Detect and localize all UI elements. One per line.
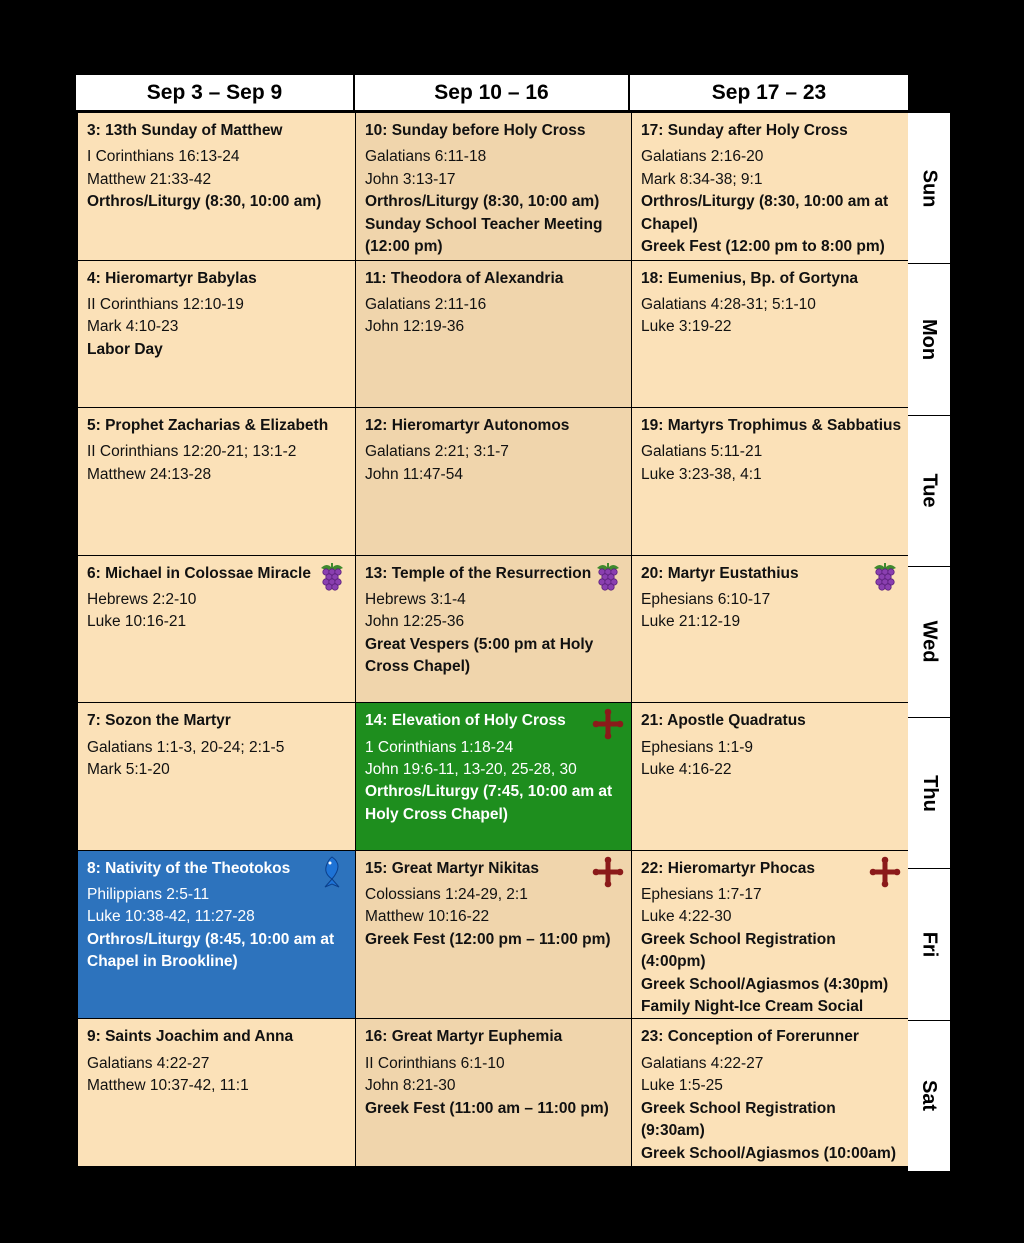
cell-reading: Luke 4:16-22 xyxy=(641,760,732,778)
calendar-cell-tue-week3 xyxy=(632,408,908,555)
cell-title: 3: 13th Sunday of Matthew xyxy=(87,122,283,139)
cell-event: Orthros/Liturgy (8:30, 10:00 am) xyxy=(365,193,600,211)
week-header-col1: Sep 3 – Sep 9 xyxy=(76,75,355,110)
day-label-thu xyxy=(908,718,950,868)
cell-title: 9: Saints Joachim and Anna xyxy=(87,1028,294,1046)
day-label-tue xyxy=(908,416,950,566)
cell-reading: John 8:21-30 xyxy=(365,1077,456,1095)
cell-event: Orthros/Liturgy (8:30, 10:00 am) xyxy=(87,193,322,211)
day-label-wed xyxy=(908,567,950,717)
cell-reading: John 12:25-36 xyxy=(365,613,465,631)
cell-title: 7: Sozon the Martyr xyxy=(87,712,231,730)
calendar-cell-wed-week3 xyxy=(632,556,908,703)
cell-reading: II Corinthians 12:10-19 xyxy=(87,295,244,313)
cell-title: 11: Theodora of Alexandria xyxy=(365,269,564,287)
cell-reading: Matthew 10:37-42, 11:1 xyxy=(87,1077,249,1095)
cell-event: Greek Fest (11:00 am – 11:00 pm) xyxy=(365,1099,609,1117)
cell-event: Greek School Registration (4:00pm) xyxy=(641,930,836,971)
cell-event: Labor Day xyxy=(87,340,163,358)
cell-reading: Matthew 24:13-28 xyxy=(87,465,212,483)
cell-event: Orthros/Liturgy (7:45, 10:00 am at Holy Cross Chapel) xyxy=(365,783,613,823)
cell-title: 17: Sunday after Holy Cross xyxy=(641,122,848,139)
cell-reading: Ephesians 6:10-17 xyxy=(641,590,771,608)
calendar-cell-sat-week3 xyxy=(632,1019,908,1166)
cell-title: 6: Michael in Colossae Miracle xyxy=(87,564,311,582)
day-label-text: Sun xyxy=(918,169,941,208)
cell-title: 8: Nativity of the Theotokos xyxy=(87,859,291,877)
cross-icon xyxy=(868,855,902,889)
day-label-mon xyxy=(908,264,950,414)
cell-event: Greek School/Agiasmos (4:30pm) xyxy=(641,975,889,993)
cell-event: Greek School/Agiasmos (10:00am) xyxy=(641,1144,896,1162)
cell-event: Family Night-Ice Cream Social xyxy=(641,998,864,1016)
cell-reading: Galatians 1:1-3, 20-24; 2:1-5 xyxy=(87,738,285,756)
cell-reading: Luke 1:5-25 xyxy=(641,1077,723,1095)
cell-reading: Galatians 4:22-27 xyxy=(641,1054,764,1072)
cell-title: 5: Prophet Zacharias & Elizabeth xyxy=(87,417,329,435)
cell-reading: John 11:47-54 xyxy=(365,465,463,483)
grapes-icon xyxy=(315,560,349,594)
cell-reading: Galatians 4:28-31; 5:1-10 xyxy=(641,295,816,313)
cell-reading: Ephesians 1:7-17 xyxy=(641,886,762,904)
cell-title: 10: Sunday before Holy Cross xyxy=(365,122,586,139)
cell-event: Orthros/Liturgy (8:30, 10:00 am at Chapel) xyxy=(641,193,889,233)
cell-reading: Luke 4:22-30 xyxy=(641,908,732,926)
calendar-cell-fri-week1 xyxy=(78,851,355,1019)
day-label-text: Sat xyxy=(918,1080,941,1112)
week-header-col3: Sep 17 – 23 xyxy=(630,75,908,110)
cross-icon xyxy=(591,707,625,741)
cell-reading: Luke 21:12-19 xyxy=(641,613,741,631)
cell-reading: Galatians 2:11-16 xyxy=(365,295,487,313)
cell-title: 12: Hieromartyr Autonomos xyxy=(365,417,570,435)
cell-reading: Mark 4:10-23 xyxy=(87,318,179,336)
day-label-sat xyxy=(908,1021,950,1171)
calendar-cell-sun-week1 xyxy=(78,113,355,260)
cell-title: 19: Martyrs Trophimus & Sabbatius xyxy=(641,417,902,435)
cell-reading: John 12:19-36 xyxy=(365,318,465,336)
day-label-text: Wed xyxy=(918,621,941,663)
cell-reading: Hebrews 2:2-10 xyxy=(87,590,197,608)
cell-title: 23: Conception of Forerunner xyxy=(641,1028,859,1046)
cell-reading: II Corinthians 6:1-10 xyxy=(365,1054,505,1072)
calendar-cell-thu-week3 xyxy=(632,703,908,850)
grapes-icon xyxy=(868,560,902,594)
day-label-text: Mon xyxy=(918,318,941,360)
cell-reading: Matthew 21:33-42 xyxy=(87,170,212,188)
fish-icon xyxy=(315,855,349,889)
cell-reading: Luke 3:19-22 xyxy=(641,318,732,336)
cell-reading: II Corinthians 12:20-21; 13:1-2 xyxy=(87,443,297,461)
calendar-cell-sun-week3 xyxy=(632,113,908,260)
calendar-cell-mon-week1 xyxy=(78,261,355,408)
cell-reading: Ephesians 1:1-9 xyxy=(641,738,754,756)
cell-title: 16: Great Martyr Euphemia xyxy=(365,1028,563,1046)
cell-reading: Colossians 1:24-29, 2:1 xyxy=(365,886,528,904)
cell-title: 4: Hieromartyr Babylas xyxy=(87,269,257,287)
calendar-cell-sun-week2 xyxy=(356,113,631,260)
cell-reading: Galatians 5:11-21 xyxy=(641,443,763,461)
cell-reading: Galatians 2:16-20 xyxy=(641,148,764,166)
grapes-icon xyxy=(591,560,625,594)
week-header-col2: Sep 10 – 16 xyxy=(355,75,630,110)
cell-reading: Luke 10:16-21 xyxy=(87,613,187,631)
calendar-cell-sat-week2 xyxy=(356,1019,631,1166)
day-label-text: Fri xyxy=(918,931,941,958)
calendar-cell-mon-week3 xyxy=(632,261,908,408)
cell-title: 14: Elevation of Holy Cross xyxy=(365,712,566,730)
cell-event: Greek School Registration (9:30am) xyxy=(641,1099,836,1140)
calendar-cell-fri-week3 xyxy=(632,851,908,1019)
cell-title: 21: Apostle Quadratus xyxy=(641,712,806,730)
week-header xyxy=(76,75,908,110)
calendar-cell-tue-week1 xyxy=(78,408,355,555)
calendar-cell-sat-week1 xyxy=(78,1019,355,1166)
cross-icon xyxy=(591,855,625,889)
cell-reading: Hebrews 3:1-4 xyxy=(365,590,466,608)
cell-reading: Galatians 4:22-27 xyxy=(87,1054,210,1072)
cell-reading: Philippians 2:5-11 xyxy=(87,886,210,904)
cell-reading: Matthew 10:16-22 xyxy=(365,908,490,926)
cell-event: Great Vespers (5:00 pm at Holy Cross Chapel) xyxy=(365,635,594,676)
cell-reading: Mark 8:34-38; 9:1 xyxy=(641,170,763,188)
cell-reading: Galatians 2:21; 3:1-7 xyxy=(365,443,509,461)
cell-event: Greek Fest (12:00 pm to 8:00 pm) xyxy=(641,238,885,256)
day-label-text: Thu xyxy=(918,774,941,812)
day-label-fri xyxy=(908,869,950,1019)
cell-reading: 1 Corinthians 1:18-24 xyxy=(365,738,514,756)
calendar-grid xyxy=(78,113,906,1166)
cell-title: 22: Hieromartyr Phocas xyxy=(641,859,816,877)
calendar-cell-fri-week2 xyxy=(356,851,631,1019)
cell-reading: Mark 5:1-20 xyxy=(87,760,170,778)
calendar-cell-thu-week2 xyxy=(356,703,631,850)
cell-title: 18: Eumenius, Bp. of Gortyna xyxy=(641,269,859,287)
cell-title: 20: Martyr Eustathius xyxy=(641,564,799,582)
day-label-text: Tue xyxy=(918,473,941,508)
cell-reading: Luke 3:23-38, 4:1 xyxy=(641,465,762,483)
day-label-sun xyxy=(908,113,950,263)
cell-reading: I Corinthians 16:13-24 xyxy=(87,148,240,166)
calendar-cell-mon-week2 xyxy=(356,261,631,408)
calendar-cell-wed-week1 xyxy=(78,556,355,703)
calendar-cell-wed-week2 xyxy=(356,556,631,703)
calendar-cell-thu-week1 xyxy=(78,703,355,850)
cell-reading: Galatians 6:11-18 xyxy=(365,148,487,166)
cell-title: 15: Great Martyr Nikitas xyxy=(365,859,540,877)
cell-reading: John 3:13-17 xyxy=(365,170,456,188)
day-labels xyxy=(908,113,950,1171)
cell-reading: John 19:6-11, 13-20, 25-28, 30 xyxy=(365,760,577,778)
cell-title: 13: Temple of the Resurrection xyxy=(365,564,592,582)
cell-event: Sunday School Teacher Meeting (12:00 pm) xyxy=(365,215,603,256)
cell-reading: Luke 10:38-42, 11:27-28 xyxy=(87,908,255,926)
calendar-cell-tue-week2 xyxy=(356,408,631,555)
cell-event: Greek Fest (12:00 pm – 11:00 pm) xyxy=(365,930,611,948)
cell-event: Orthros/Liturgy (8:45, 10:00 am at Chapel in Brookline) xyxy=(87,930,335,971)
